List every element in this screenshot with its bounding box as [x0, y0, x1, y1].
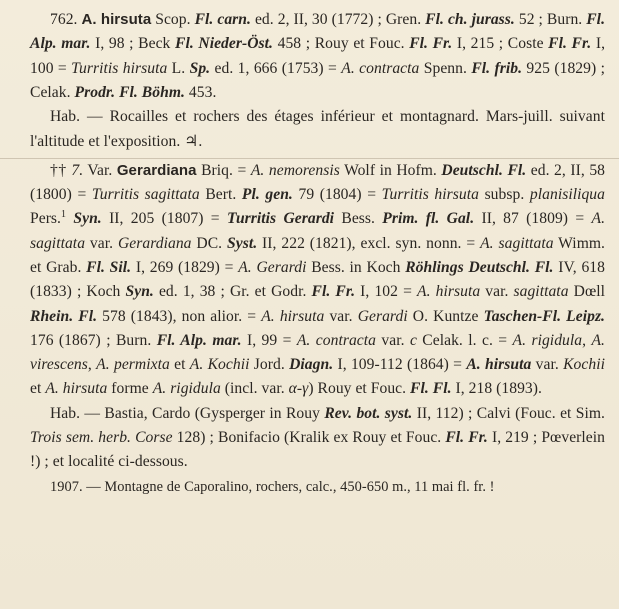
reference-title: Sp. — [189, 59, 211, 77]
reference-text: O. Kuntze — [407, 307, 484, 325]
reference-text: subsp. — [478, 186, 530, 204]
reference-title: Fl. Alp. mar. — [156, 331, 242, 349]
reference-text: ed. 2, II, 58 (1800) = — [30, 161, 606, 204]
synonym: A. sagittata — [480, 234, 554, 252]
reference-title: Fl. carn. — [194, 11, 251, 28]
reference-text: et — [30, 380, 46, 398]
reference-title: Fl. Sil. — [86, 258, 132, 276]
reference-text: Bert. — [199, 186, 242, 204]
reference-title: Rhein. Fl. — [30, 307, 98, 325]
reference-title: Prim. fl. Gal. — [382, 210, 475, 228]
habitat-text: I, 219 ; Pœverlein !) ; et localité ci-dessous. — [30, 429, 606, 471]
reference-text: ) Rouy et Fouc. — [308, 380, 411, 398]
variety-label: Var. — [83, 161, 117, 179]
reference-text: I, 100 = — [30, 35, 606, 77]
reference-text: ed. 2, II, 30 (1772) ; Gren. — [250, 11, 426, 28]
reference-title: Fl. frib. — [471, 59, 523, 77]
reference-text: var. — [324, 307, 358, 325]
reference-title: Fl. Alp. mar. — [30, 11, 606, 53]
synonym: Turritis hirsuta — [71, 59, 168, 77]
synonym: A. contracta — [341, 59, 420, 77]
reference-text: 925 (1829) ; Celak. — [30, 59, 605, 101]
reference-text: Celak. l. c. = — [416, 331, 513, 349]
synonym: A. hirsuta — [417, 283, 481, 301]
reference-text: Spenn. — [419, 59, 472, 77]
reference-title: Prodr. Fl. Böhm. — [74, 83, 185, 101]
reference-text: I, 109-112 (1864) = — [333, 356, 467, 374]
synonym: sagittata — [513, 283, 569, 301]
reference-text: Dœll — [568, 283, 606, 301]
reference-title: Fl. Fr. — [311, 283, 356, 301]
reference-text: et — [169, 356, 190, 374]
reference-title: Fl. Fr. — [548, 35, 592, 53]
reference-text: I, 215 ; Coste — [452, 35, 549, 53]
habitat-762 — [30, 105, 605, 155]
synonym: A. rigidula — [512, 331, 583, 349]
synonym: A. hirsuta — [45, 380, 108, 398]
synonym: A. Gerardi — [238, 258, 307, 276]
variety-7 — [30, 159, 605, 402]
reference-text: 458 ; Rouy et Fouc. — [273, 35, 410, 53]
habitat-text: 128) ; Bonifacio (Kralik ex Rouy et Fouc. — [172, 429, 446, 447]
reference-text: Bess. in Koch — [306, 258, 406, 276]
reference-text: 453. — [184, 83, 217, 101]
reference-text: 79 (1804) = — [292, 186, 382, 204]
reference-title: Syst. — [227, 234, 258, 252]
habitat-end: . — [198, 133, 203, 151]
reference-text: I, 102 = — [355, 283, 418, 301]
synonym: Gerardiana — [117, 234, 192, 252]
reference-title: Rev. bot. syst. — [324, 404, 413, 422]
reference-text: , — [582, 331, 592, 349]
reference-text: I, 218 (1893). — [451, 380, 542, 398]
synonym: A. Kochii — [189, 356, 250, 374]
reference-text: DC. — [191, 234, 228, 252]
species-name: A. hirsuta — [81, 11, 152, 28]
reference-text: var. — [531, 356, 564, 374]
variety-name: Gerardiana — [116, 161, 197, 179]
reference-text: 176 (1867) ; Burn. — [30, 331, 157, 349]
reference-text: forme — [107, 380, 153, 398]
reference-title: Fl. Nieder-Öst. — [175, 35, 273, 53]
reference-title: jurass. — [471, 11, 515, 28]
reference-text: var. — [376, 331, 410, 349]
reference-title: Fl. Fr. — [409, 35, 453, 53]
reference-title: Syn. — [125, 283, 154, 301]
synonym: A. contracta — [296, 331, 376, 349]
reference-text: 578 (1843), non alior. = — [97, 307, 262, 325]
reference-text: II, 87 (1809) = — [474, 210, 592, 228]
synonym: Gerardi — [357, 307, 408, 325]
species-author: Scop. — [155, 11, 191, 28]
reference-text: ed. 1, 38 ; Gr. et Godr. — [153, 283, 312, 301]
reference-text: 52 ; Burn. — [514, 11, 587, 28]
reference-text: I, 98 ; Beck — [90, 35, 175, 53]
synonym: A. hirsuta — [261, 307, 325, 325]
reference-title: Trois sem. herb. Corse — [30, 429, 173, 447]
reference-title: Fl. Fl. — [410, 380, 452, 398]
entry-762 — [30, 8, 605, 105]
reference-text: II, 222 (1821), excl. syn. nonn. = — [257, 234, 481, 252]
reference-title: Pl. gen. — [241, 186, 293, 204]
reference-text: L. — [167, 59, 190, 77]
synonym: A. permixta — [96, 356, 170, 374]
reference-text: var. — [480, 283, 514, 301]
reference-text: Bess. — [334, 210, 383, 228]
synonym: Turritis hirsuta — [381, 186, 479, 204]
entry-number: 762. — [50, 11, 78, 28]
reference-title: Röhlings Deutschl. Fl. — [405, 258, 554, 276]
habitat-text: II, 112) ; Calvi (Fouc. et Sim. — [412, 404, 606, 422]
synonym: A. nemorensis — [250, 161, 340, 179]
variety-marks: †† — [50, 161, 72, 179]
variety-number: 7. — [71, 161, 84, 179]
habitat-text: Hab. — Bastia, Cardo (Gysperger in Rouy — [50, 404, 325, 422]
reference-text: I, 269 (1829) = — [131, 258, 239, 276]
reference-title: Deutschl. Fl. — [441, 161, 527, 179]
synonym: c — [409, 331, 417, 349]
synonym: A. sagittata — [30, 210, 606, 252]
reference-text: Jord. — [249, 356, 290, 374]
reference-title: Diagn. — [289, 356, 334, 374]
footnote-mark: 1 — [61, 209, 67, 221]
reference-text: II, 205 (1807) = — [101, 210, 227, 228]
reference-title: Fl. Fr. — [445, 429, 488, 447]
reference-text: ed. 1, 666 (1753) = — [210, 59, 342, 77]
habitat-var-7 — [30, 402, 605, 475]
reference-title: Fl. ch. — [425, 11, 468, 28]
reference-text: , — [87, 356, 97, 374]
perennial-symbol-icon: ♃ — [184, 132, 199, 151]
reference-text: (incl. var. — [220, 380, 289, 398]
variety-author: Briq. = — [196, 161, 251, 179]
reference-text: IV, 618 (1833) ; Koch — [30, 258, 605, 301]
reference-text: Wolf in Hofm. — [339, 161, 442, 179]
synonym: A. virescens — [30, 331, 605, 374]
reference-text: Wimm. et Grab. — [30, 234, 605, 276]
reference-text: I, 99 = — [241, 331, 297, 349]
reference-text: Pers. — [30, 210, 62, 228]
synonym: A. rigidula — [152, 380, 221, 398]
synonym: Turritis sagittata — [91, 186, 200, 204]
habitat-text: Hab. — Rocailles et rochers des étages inférieur et montagnard. Mars-juill. suivant l'altitude et l'exposition. — [30, 108, 605, 151]
synonym: Kochii — [563, 356, 605, 374]
reference-title: Syn. — [73, 210, 102, 228]
synonym: Turritis Gerardi — [226, 210, 335, 228]
synonym: planisiliqua — [529, 186, 606, 204]
reference-title: Taschen-Fl. Leipz. — [483, 307, 606, 325]
collection-record: 1907. — Montagne de Caporalino, rochers, calc., 450-650 m., 11 mai fl. fr. ! — [50, 478, 495, 495]
reference-text: var. — [85, 234, 118, 252]
greek-range: α-γ — [288, 380, 309, 398]
synonym: A. hirsuta — [466, 356, 532, 374]
